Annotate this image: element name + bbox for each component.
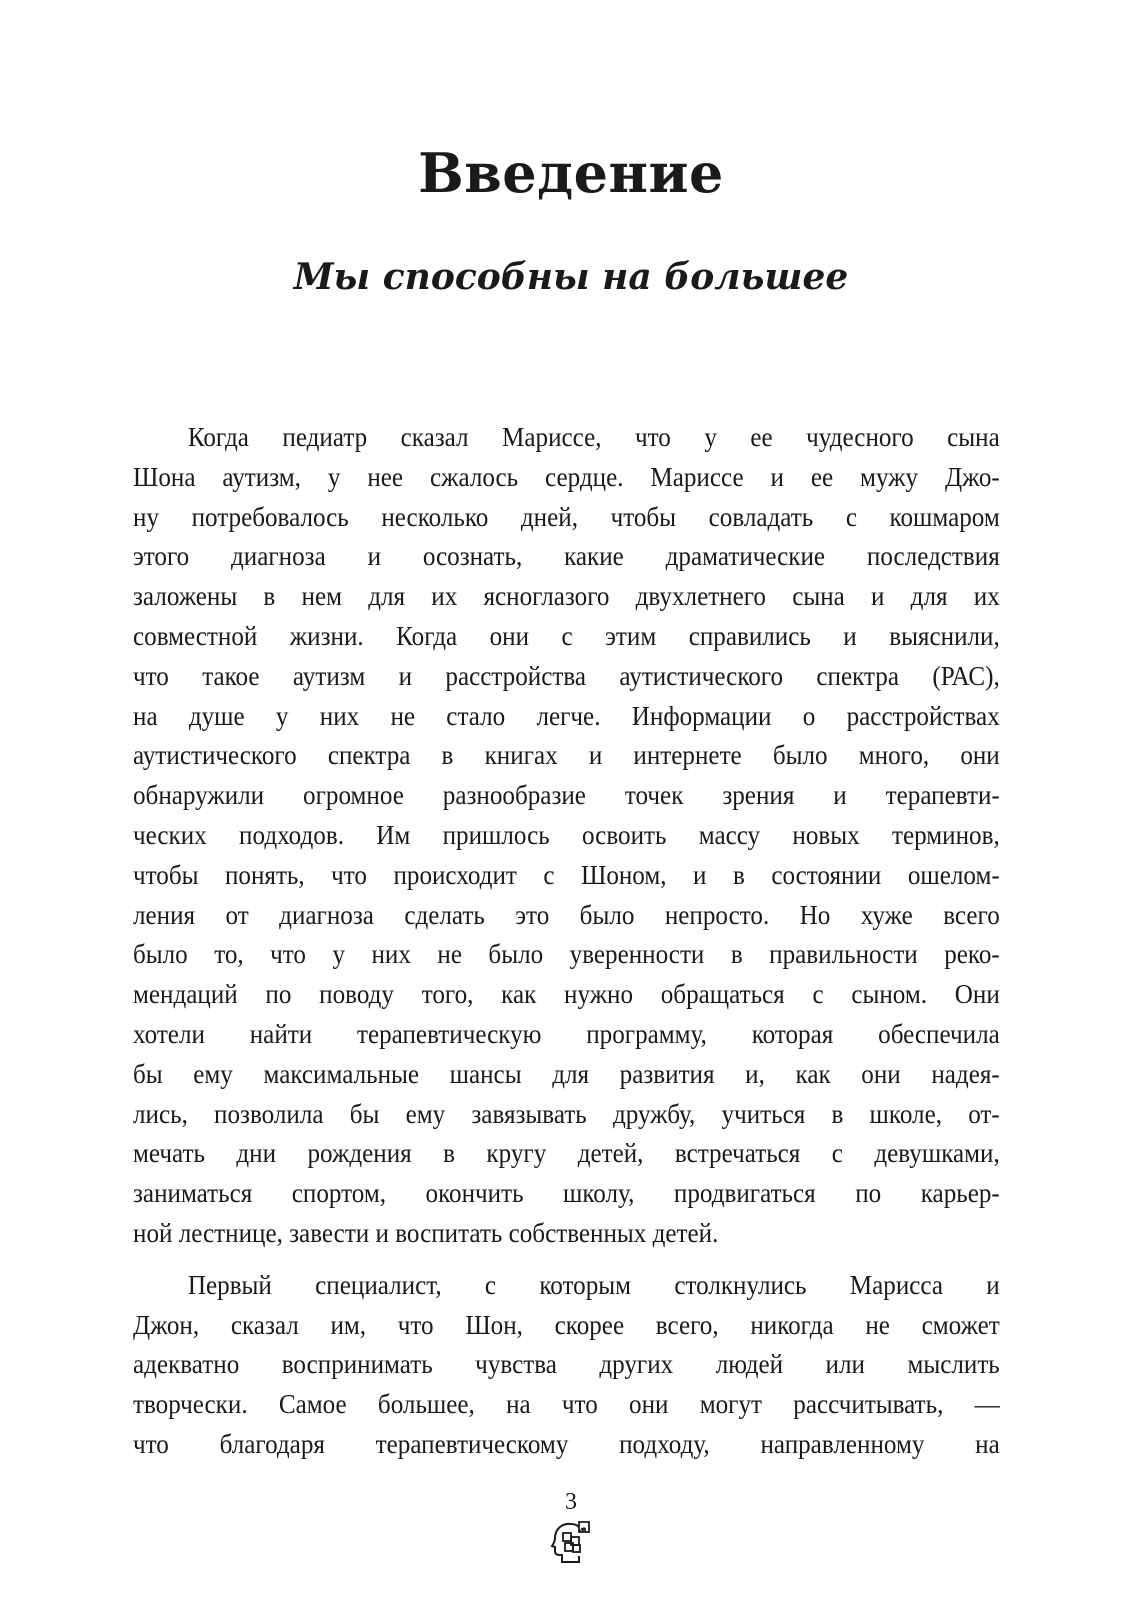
text-line: было то, что у них не было уверенности в правильности реко-: [133, 939, 1000, 970]
text-line: ческих подходов. Им пришлось освоить массу новых терминов,: [133, 819, 1000, 850]
text-line: этого диагноза и осознать, какие драматические последствия: [133, 541, 1000, 572]
text-line: чтобы понять, что происходит с Шоном, и в состоянии ошелом-: [133, 859, 1000, 890]
text-line: творчески. Самое большее, на что они могут рассчитывать, —: [133, 1389, 1000, 1420]
text-line: совместной жизни. Когда они с этим справились и выяснили,: [133, 620, 1000, 651]
text-line: заложены в нем для их ясноглазого двухлетнего сына и для их: [133, 581, 1000, 612]
text-line: лись, позволила бы ему завязывать дружбу, учиться в школе, от-: [133, 1098, 1000, 1129]
text-line: что благодаря терапевтическому подходу, направленному на: [133, 1428, 1000, 1459]
text-line: Шона аутизм, у нее сжалось сердце. Мариссе и ее мужу Джо-: [133, 461, 1000, 492]
text-line: Когда педиатр сказал Мариссе, что у ее чудесного сына: [187, 422, 1000, 452]
text-line: на душе у них не стало легче. Информации о расстройствах: [133, 700, 1000, 731]
text-line: бы ему максимальные шансы для развития и, как они надея-: [133, 1058, 1000, 1089]
paragraph-2: [133, 1266, 1000, 1465]
text-line: мечать дни рождения в кругу детей, встречаться с девушками,: [133, 1138, 1000, 1169]
page-footer: [0, 1488, 1142, 1569]
text-line: заниматься спортом, окончить школу, продвигаться по карьер-: [133, 1178, 1000, 1209]
text-line: Джон, сказал им, что Шон, скорее всего, никогда не сможет: [133, 1309, 1000, 1340]
text-line: адекватно воспринимать чувства других людей или мыслить: [133, 1349, 1000, 1380]
text-line: Первый специалист, с которым столкнулись Марисса и: [187, 1269, 1000, 1300]
text-line: ну потребовалось несколько дней, чтобы совладать с кошмаром: [133, 501, 1000, 532]
text-line: хотели найти терапевтическую программу, которая обеспечила: [133, 1018, 1000, 1049]
chapter-subtitle: Мы способны на большее: [293, 256, 849, 298]
chapter-title: Введение: [418, 141, 724, 205]
text-line: мендаций по поводу того, как нужно обращаться с сыном. Они: [133, 979, 1000, 1010]
text-line: ной лестнице, завести и воспитать собственных детей.: [133, 1217, 719, 1248]
body-text: [133, 418, 1000, 1465]
page-number: 3: [565, 1489, 577, 1515]
head-puzzle-icon: [549, 1518, 593, 1564]
text-line: ления от диагноза сделать это было непросто. Но хуже всего: [133, 899, 1000, 930]
text-line: аутистического спектра в книгах и интернете было много, они: [133, 740, 1000, 771]
paragraph-1: [133, 418, 1000, 1254]
text-line: обнаружили огромное разнообразие точек зрения и терапевти-: [133, 780, 1000, 811]
text-line: что такое аутизм и расстройства аутистического спектра (РАС),: [133, 660, 1000, 691]
